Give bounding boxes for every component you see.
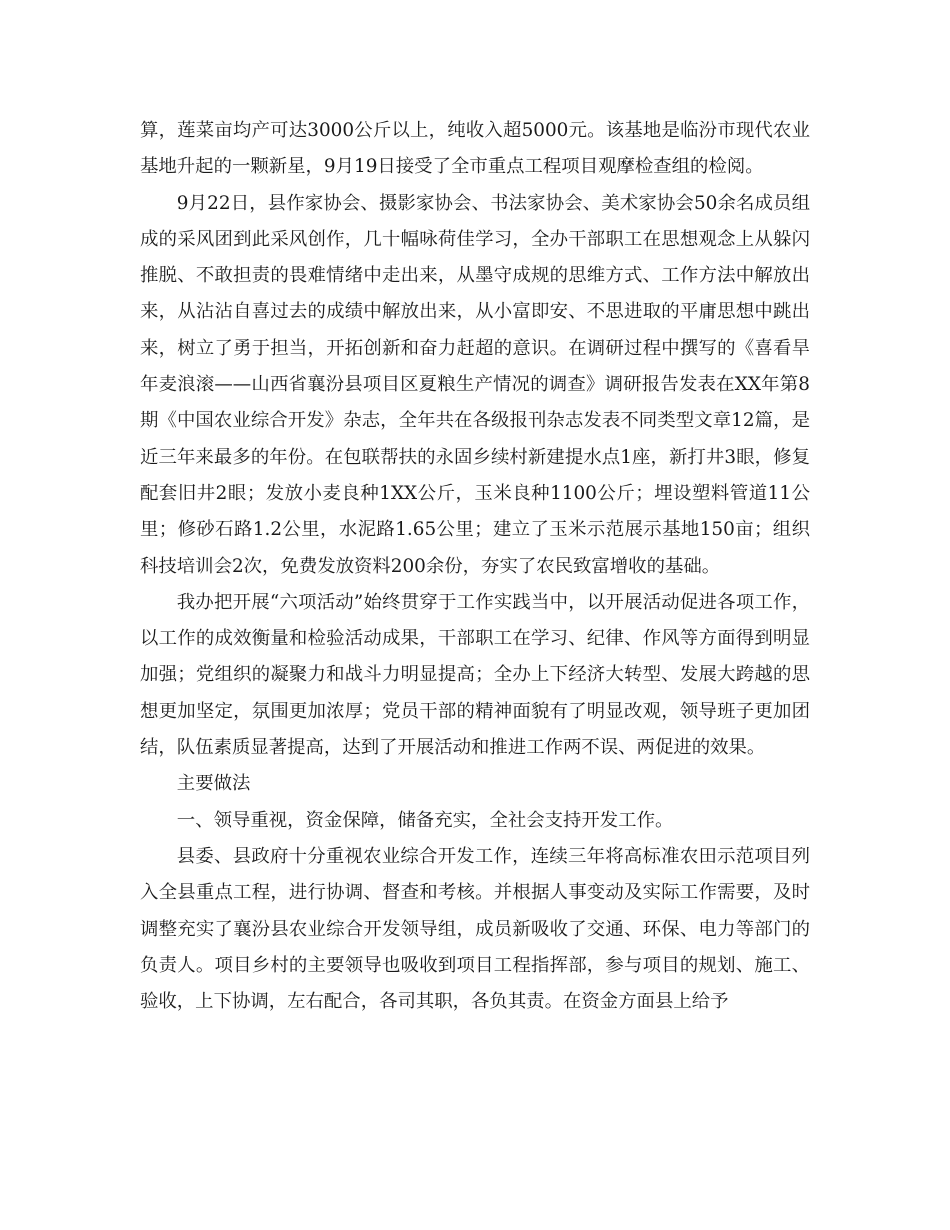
paragraph-six-activities: 我办把开展“六项活动”始终贯穿于工作实践当中，以开展活动促进各项工作，以工作的成效衡量和检验活动成果，干部职工在学习、纪律、作风等方面得到明显加强；党组织的凝聚力和战斗力明显提高；全办上下经济大转型、发展大跨越的思想更加坚定，氛围更加浓厚；党员干部的精神面貌有了明显改观，领导班子更加团结，队伍素质显著提高，达到了开展活动和推进工作两不误、两促进的效果。 — [140, 591, 810, 759]
subheading-leadership: 一、领导重视，资金保障，储备充实，全社会支持开发工作。 — [176, 809, 674, 831]
paragraph-county-leadership: 县委、县政府十分重视农业综合开发工作，连续三年将高标准农田示范项目列入全县重点工程，进行协调、督查和考核。并根据人事变动及实际工作需要，及时调整充实了襄汾县农业综合开发领导组，成员新吸收了交通、环保、电力等部门的负责人。项目乡村的主要领导也吸收到项目工程指挥部，参与项目的规划、施工、验收，上下协调，左右配合，各司其职，各负其责。在资金方面县上给予 — [140, 845, 810, 1013]
paragraph-continuation: 算，莲菜亩均产可达3000公斤以上，纯收入超5000元。该基地是临汾市现代农业基地升起的一颗新星，9月19日接受了全市重点工程项目观摩检查组的检阅。 — [140, 120, 810, 178]
paragraph-collaboration: 9月22日，县作家协会、摄影家协会、书法家协会、美术家协会50余名成员组成的采风团到此采风创作，几十幅咏荷佳学习，全办干部职工在思想观念上从躲闪推脱、不敢担责的畏难情绪中走出来，从墨守成规的思维方式、工作方法中解放出来，从沾沾自喜过去的成绩中解放出来，从小富即安、不思进取的平庸思想中跳出来，树立了勇于担当，开拓创新和奋力赶超的意识。在调研过程中撰写的《喜看旱年麦浪滚——山西省襄汾县项目区夏粮生产情况的调查》调研报告发表在XX年第8期《中国农业综合开发》杂志，全年共在各级报刊杂志发表不同类型文章12篇，是近三年来最多的年份。在包联帮扶的永固乡续村新建提水点1座，新打井3眼，修复配套旧井2眼；发放小麦良种1XX公斤，玉米良种1100公斤；埋设塑料管道11公里；修砂石路1.2公里，水泥路1.65公里；建立了玉米示范展示基地150亩；组织科技培训会2次，免费发放资料200余份，夯实了农民致富增收的基础。 — [140, 192, 810, 577]
document-body — [140, 113, 810, 1020]
section-heading-main-practices: 主要做法 — [176, 773, 251, 795]
